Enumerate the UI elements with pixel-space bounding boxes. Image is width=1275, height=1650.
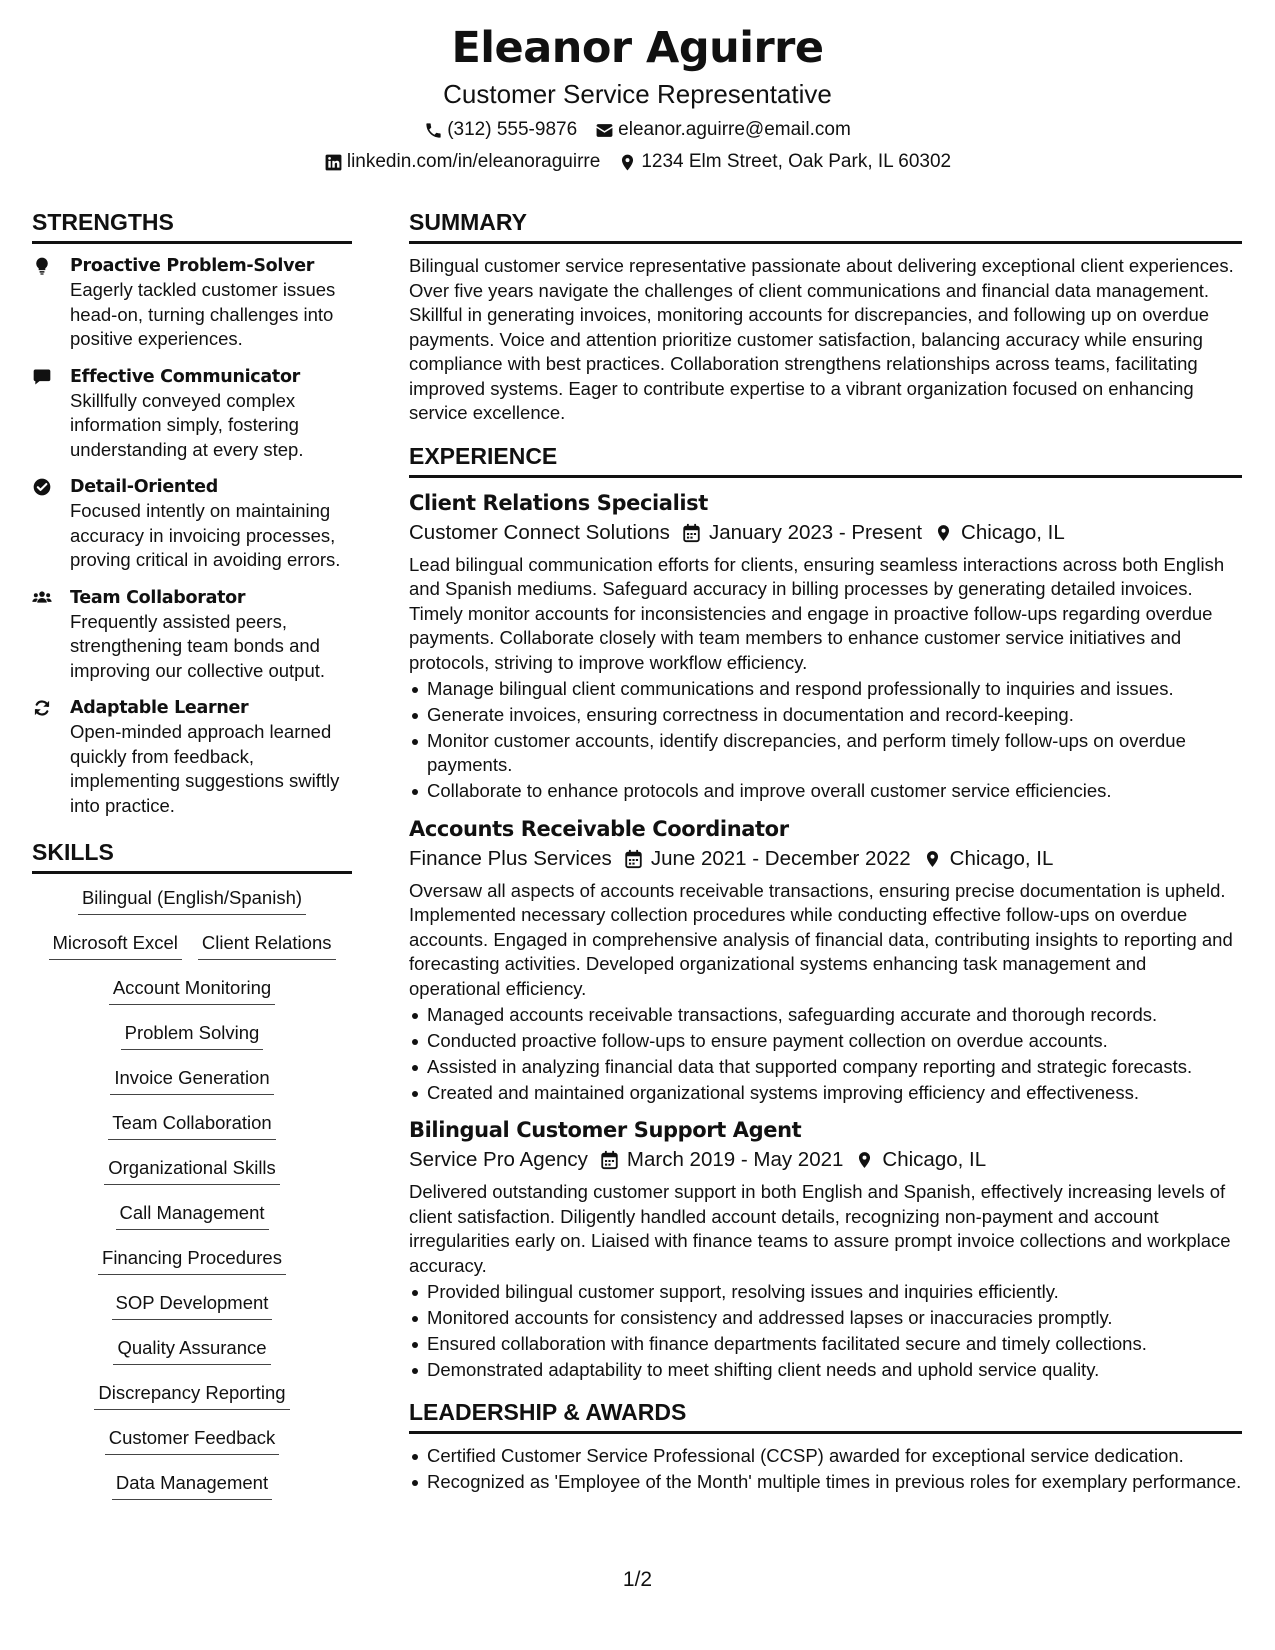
skill-tag: Financing Procedures — [98, 1244, 286, 1275]
skill-tag: Customer Feedback — [105, 1424, 280, 1455]
job-location: Chicago, IL — [961, 520, 1065, 544]
skill-row — [32, 1379, 352, 1424]
left-column — [32, 206, 352, 1514]
skill-tag: Discrepancy Reporting — [94, 1379, 289, 1410]
bullet-item: Managed accounts receivable transactions, safeguarding accurate and thorough records. — [427, 1003, 1242, 1028]
bullet-item: Provided bilingual customer support, resolving issues and inquiries efficiently. — [427, 1280, 1242, 1305]
skill-tag: Quality Assurance — [113, 1334, 270, 1365]
bullet-item: Generate invoices, ensuring correctness in documentation and record-keeping. — [427, 703, 1242, 728]
job-description: Oversaw all aspects of accounts receivable transactions, ensuring precise documentation is upheld. Implemented necessary collection procedures while conducting effective follow-ups on overdue accounts. Engaged in comprehensive analysis of financial data, contributing insights to reporting and forecasting activities. Developed organizational systems enhancing task management and operational efficiency. — [409, 879, 1233, 999]
contact-line-2 — [0, 150, 1275, 174]
strength-title: Adaptable Learner — [70, 698, 249, 718]
resume-header — [0, 18, 1275, 174]
strength-item — [32, 696, 352, 818]
candidate-name: Eleanor Aguirre — [451, 23, 824, 73]
skill-row — [32, 1244, 352, 1289]
email-text[interactable]: eleanor.aguirre@email.com — [618, 119, 851, 140]
phone-icon — [424, 121, 443, 140]
strength-desc: Frequently assisted peers, strengthening team bonds and improving our collective output. — [70, 610, 326, 681]
map-marker-icon — [855, 1150, 874, 1170]
calendar-icon — [682, 523, 701, 543]
job-dates: March 2019 - May 2021 — [626, 1148, 844, 1171]
skill-row — [32, 974, 352, 1019]
strength-item — [32, 586, 352, 684]
check-circle-icon — [32, 475, 70, 573]
skill-row — [32, 1019, 352, 1064]
bullet-item: Collaborate to enhance protocols and improve overall customer service efficiencies. — [427, 779, 1242, 804]
skill-tag: SOP Development — [112, 1289, 273, 1320]
skill-row — [32, 1334, 352, 1379]
skill-tag: Call Management — [116, 1199, 269, 1230]
page-number: 1/2 — [622, 1568, 653, 1591]
candidate-role: Customer Service Representative — [443, 79, 832, 109]
strength-item — [32, 254, 352, 352]
address-text: 1234 Elm Street, Oak Park, IL 60302 — [641, 151, 952, 172]
map-marker-icon — [923, 849, 942, 869]
job-company: Finance Plus Services — [409, 846, 612, 870]
bullet-item: Ensured collaboration with finance departments facilitated secure and timely collections. — [427, 1332, 1242, 1357]
strength-title: Team Collaborator — [70, 587, 246, 608]
contact-line-1 — [0, 118, 1275, 142]
strength-desc: Eagerly tackled customer issues head-on, turning challenges into positive experiences. — [70, 279, 336, 349]
experience-title: EXPERIENCE — [409, 440, 1242, 478]
job-location: Chicago, IL — [882, 1148, 987, 1171]
skill-tag: Problem Solving — [121, 1019, 264, 1050]
summary-text: Bilingual customer service representative passionate about delivering exceptional client experiences. Over five years navigate the challenges of client communications and financial data management. Skillful in generating invoices, monitoring accounts for discrepancies, and following up on overdue payments. Voice and attention prioritize customer satisfaction, balancing accuracy while ensuring compliance with best practices. Collaboration strengthens relationships across teams, facilitating improved systems. Eager to contribute expertise to a vibrant organization focused on enhancing service excellence. — [409, 255, 1234, 423]
job-meta — [409, 844, 1242, 874]
strength-title: Proactive Problem-Solver — [70, 256, 315, 276]
job-bullets — [409, 677, 1242, 804]
lightbulb-icon — [32, 254, 70, 352]
skill-tag: Client Relations — [198, 929, 336, 960]
calendar-icon — [600, 1150, 619, 1170]
bullet-item: Demonstrated adaptability to meet shifting client needs and uphold service quality. — [427, 1358, 1242, 1383]
map-marker-icon — [934, 523, 953, 543]
skills-list — [32, 884, 352, 1514]
job-title: Bilingual Customer Support Agent — [409, 1118, 802, 1142]
bullet-item: Manage bilingual client communications and respond professionally to inquiries and issues. — [427, 677, 1242, 702]
job-description: Delivered outstanding customer support in both English and Spanish, effectively increasing levels of client satisfaction. Diligently handled account details, recognizing non-payment and account irregularities early on. Liaised with finance teams to assure prompt invoice collections and workplace accuracy. — [409, 1181, 1231, 1276]
phone-contact — [424, 118, 577, 142]
strength-item — [32, 365, 352, 463]
bullet-item: Conducted proactive follow-ups to ensure payment collection on overdue accounts. — [427, 1029, 1242, 1054]
bullet-item: Created and maintained organizational systems improving efficiency and effectiveness. — [427, 1081, 1242, 1106]
leadership-title: LEADERSHIP & AWARDS — [409, 1396, 1242, 1434]
job-entry — [409, 814, 1242, 1106]
leadership-bullets — [409, 1444, 1242, 1495]
skill-tag: Organizational Skills — [104, 1154, 280, 1185]
job-title: Client Relations Specialist — [409, 490, 708, 515]
skill-tag: Bilingual (English/Spanish) — [78, 884, 306, 915]
job-meta — [409, 518, 1242, 548]
job-bullets — [409, 1280, 1242, 1383]
skill-tag: Data Management — [112, 1469, 272, 1500]
summary-title: SUMMARY — [409, 206, 1242, 244]
job-meta — [409, 1145, 1242, 1175]
right-column — [409, 206, 1242, 1495]
skill-row — [32, 1199, 352, 1244]
map-marker-icon — [618, 153, 637, 172]
linkedin-icon — [324, 153, 343, 172]
strength-desc: Open-minded approach learned quickly from feedback, implementing suggestions swiftly into practice. — [70, 721, 340, 816]
skill-tag: Invoice Generation — [110, 1064, 273, 1095]
job-company: Service Pro Agency — [409, 1148, 588, 1171]
phone-text[interactable]: (312) 555-9876 — [447, 119, 578, 140]
calendar-icon — [624, 849, 643, 869]
bullet-item: Monitor customer accounts, identify discrepancies, and perform timely follow-ups on overdue payments. — [427, 729, 1242, 778]
skill-tag: Account Monitoring — [109, 974, 275, 1005]
skill-row — [32, 1109, 352, 1154]
skill-row — [32, 929, 352, 974]
sync-icon — [32, 696, 70, 818]
skill-row — [32, 1064, 352, 1109]
comment-icon — [32, 365, 70, 463]
email-contact — [595, 118, 851, 142]
bullet-item: Recognized as 'Employee of the Month' multiple times in previous roles for exemplary performance. — [427, 1470, 1242, 1495]
job-company: Customer Connect Solutions — [409, 520, 670, 544]
address-contact — [618, 150, 951, 174]
strength-desc: Focused intently on maintaining accuracy in invoicing processes, proving critical in avoiding errors. — [70, 500, 341, 570]
bullet-item: Assisted in analyzing financial data that supported company reporting and strategic forecasts. — [427, 1055, 1242, 1080]
skill-tag: Microsoft Excel — [49, 929, 182, 960]
job-title: Accounts Receivable Coordinator — [409, 816, 789, 841]
skill-row — [32, 884, 352, 929]
skill-row — [32, 1424, 352, 1469]
strengths-title: STRENGTHS — [32, 206, 352, 244]
skill-row — [32, 1154, 352, 1199]
linkedin-text[interactable]: linkedin.com/in/eleanoraguirre — [346, 151, 601, 172]
strength-title: Detail-Oriented — [70, 477, 218, 497]
job-bullets — [409, 1003, 1242, 1106]
linkedin-contact — [324, 150, 600, 174]
job-location: Chicago, IL — [949, 846, 1054, 870]
skill-row — [32, 1469, 352, 1514]
envelope-icon — [595, 121, 614, 140]
strength-desc: Skillfully conveyed complex information simply, fostering understanding at every step. — [70, 389, 304, 460]
skill-tag: Team Collaboration — [108, 1109, 275, 1140]
job-description: Lead bilingual communication efforts for clients, ensuring seamless interactions across both English and Spanish mediums. Safeguard accuracy in billing processes by generating detailed invoices. Timely monitor accounts for inconsistencies and engage in proactive follow-ups regarding overdue payments. Collaborate closely with team members to enhance customer service initiatives and protocols, striving to improve workflow efficiency. — [409, 553, 1225, 673]
job-dates: January 2023 - Present — [708, 520, 923, 544]
skill-row — [32, 1289, 352, 1334]
bullet-item: Certified Customer Service Professional (CCSP) awarded for exceptional service dedication. — [427, 1444, 1242, 1469]
job-entry — [409, 1115, 1242, 1382]
job-entry — [409, 488, 1242, 804]
strength-item — [32, 475, 352, 573]
bullet-item: Monitored accounts for consistency and addressed lapses or inaccuracies promptly. — [427, 1306, 1242, 1331]
job-dates: June 2021 - December 2022 — [650, 846, 911, 870]
strength-title: Effective Communicator — [70, 366, 301, 387]
skills-title: SKILLS — [32, 836, 352, 874]
users-icon — [32, 586, 70, 684]
